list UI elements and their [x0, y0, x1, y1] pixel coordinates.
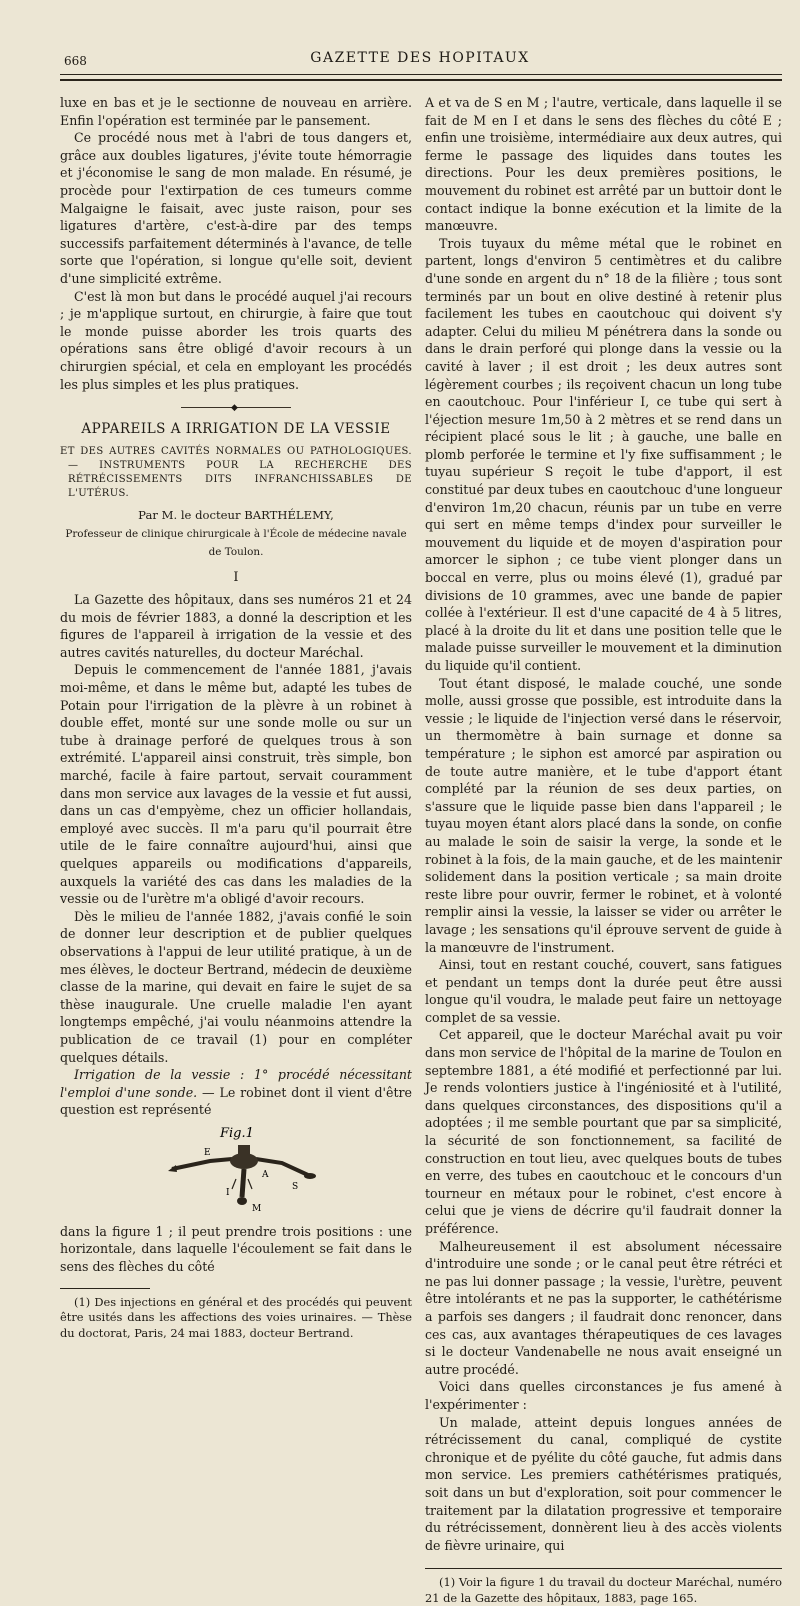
arrow-icon	[168, 1165, 177, 1172]
paragraph	[60, 1066, 412, 1119]
label-s: S	[292, 1181, 299, 1192]
separator-ornament: ◆	[231, 403, 238, 414]
page-header	[60, 48, 780, 70]
paragraph: La Gazette des hôpitaux, dans ses numéros 21 et 24 du mois de février 1883, a donné la description et les figures de l'appareil à irrigation de la vessie et des autres cavités naturelles, du docteur Maréchal.	[60, 592, 412, 660]
article-title: APPAREILS A IRRIGATION DE LA VESSIE	[81, 421, 391, 438]
footnote: (1) Des injections en général et des procédés qui peuvent être usités dans les affections des voies urinaires. — Thèse du doctorat, Paris, 24 mai 1883, docteur Bertrand.	[60, 1294, 412, 1340]
header-rule	[60, 74, 782, 75]
paragraph: Depuis le commencement de l'année 1881, j'avais moi-même, et dans le même but, adapté les tubes de Potain pour l'irrigation de la plèvre à un robinet à double effet, monté sur une sonde molle ou sur un tube à drainage perforé de quelques trous à son extrémité. L'appareil ainsi construit, très simple, bon marché, facile à faire partout, servait couramment dans mon service aux lavages de la vessie et fut aussi, dans un cas d'empyème, chez un officier hollandais, employé avec succès. Il m'a paru qu'il pourrait être utile de le faire connaître aujourd'hui, ainsi que quelques appareils ou modifications d'appareils, auxquels la variété des cas dans les maladies de la vessie ou de l'urètre m'a obligé d'avoir recours.	[60, 662, 412, 907]
footnote: (1) Voir la figure 1 du travail du docteur Maréchal, numéro 21 de la Gazette des hôpitaux, 1883, page 165.	[425, 1575, 782, 1605]
header-rule-thick	[60, 79, 782, 81]
paragraph: Malheureusement il est absolument nécessaire d'introduire une sonde ; or le canal peut être rétréci et ne pas lui donner passage ; la vessie, l'urètre, peuvent être intolérants et ne pas la supporter, le cathétérisme a parfois ses dangers ; il faudrait donc renoncer, dans ces cas, aux avantages thérapeutiques de ces lavages si le docteur Vandenabelle ne nous avait enseigné un autre procédé.	[425, 1238, 782, 1377]
paragraph: C'est là mon but dans le procédé auquel j'ai recours ; je m'applique surtout, en chirurgie, à faire que tout le monde puisse aborder les trois quarts des opérations sans être obligé d'avoir recours à un chirurgien spécial, et cela en employant les procédés les plus simples et les plus pratiques.	[60, 288, 412, 392]
tube-e	[172, 1159, 232, 1169]
paragraph: Cet appareil, que le docteur Maréchal avait pu voir dans mon service de l'hôpital de la marine de Toulon en septembre 1881, a été modifié et perfectionné par lui. Je rends volontiers justice à l'ingéniosité et à l'utilité, dans quelques circonstances, des dispositions qu'il a adoptées ; il me semble pourtant que par sa simplicité, la sécurité de son fonctionnement, sa facilité de construction en tout lieu, avec quelques bouts de tubes en verre, des tubes en caoutchouc et le concours d'un tourneur en métaux pour le robinet, c'est encore à celui que je viens de décrire qu'il faudrait donner la préférence.	[425, 1027, 782, 1236]
label-a: A	[262, 1169, 269, 1180]
article-author: Par M. le docteur BARTHÉLEMY,	[138, 507, 334, 522]
left-column	[60, 94, 412, 1341]
section-separator	[181, 403, 291, 413]
paragraph: A et va de S en M ; l'autre, verticale, dans laquelle il se fait de M en I et dans le sens des flèches du côté E ; enfin une troisième, intermédiaire aux deux autres, qui ferme le passage des liquides dans toutes les directions. Pour les deux premières positions, le mouvement du robinet est arrêté par un buttoir dont le contact indique la bonne exécution et la limite de la manœuvre.	[425, 95, 782, 234]
article-subtitle: ET DES AUTRES CAVITÉS NORMALES OU PATHOLOGIQUES. — INSTRUMENTS POUR LA RECHERCHE DES RÉTRÉCISSEMENTS DITS INFRANCHISSABLES DE L'UTÉRUS.	[60, 445, 412, 499]
stopcock-handle	[238, 1145, 250, 1155]
tube-m-tip	[237, 1197, 247, 1205]
paragraph: Ce procédé nous met à l'abri de tous dangers et, grâce aux doubles ligatures, j'évite toute hémorragie et j'économise le sang de mon malade. En résumé, je procède pour l'extirpation de ces tumeurs comme Malgaigne le faisait, avec juste raison, pour ses ligatures d'artère, c'est-à-dire par des temps successifs parfaitement déterminés à l'avance, de telle sorte que l'opération, si longue qu'elle soit, devient d'une simplicité extrême.	[60, 130, 412, 286]
paragraph: Tout étant disposé, le malade couché, une sonde molle, aussi grosse que possible, est introduite dans la vessie ; le liquide de l'injection versé dans le réservoir, un thermomètre à bain surnage et donne sa température ; le siphon est amorcé par aspiration ou de toute autre manière, et le tube d'apport étant complété par la réunion de ses deux parties, on s'assure que le liquide passe bien dans l'appareil ; le tuyau moyen étant alors placé dans la sonde, on confie au malade le soin de saisir la verge, la sonde et le robinet à la fois, de la main gauche, et de les maintenir solidement dans la position verticale ; sa main droite reste libre pour ouvrir, fermer le robinet, et à volonté remplir ainsi la vessie, la laisser se vider ou arrêter le lavage ; les sensations qu'il éprouve servent de guide à la manœuvre de l'instrument.	[425, 675, 782, 955]
paragraph: Dès le milieu de l'année 1882, j'avais confié le soin de donner leur description et de publier quelques observations à l'appui de leur utilité pratique, à un de mes élèves, le docteur Bertrand, médecin de deuxième classe de la marine, qui devait en faire le sujet de sa thèse inaugurale. Une cruelle maladie l'en ayant longtemps empêché, j'ai voulu néanmoins attendre la publication de ce travail (1) pour en compléter quelques détails.	[60, 908, 412, 1065]
stopcock-illustration	[60, 1123, 412, 1221]
paragraph: Un malade, atteint depuis longues années de rétrécissement du canal, compliqué de cystite chronique et de pyélite du côté gauche, fut admis dans mon service. Les premiers cathétérismes pratiqués, soit dans un but d'exploration, soit pour commencer le traitement par la dilatation progressive et temporaire du rétrécissement, donnèrent lieu à des accès violents de fièvre urinaire, qui	[425, 1414, 782, 1553]
section-number: I	[233, 570, 239, 586]
paragraph-text: — Le robinet dont il vient d'être question est représenté	[60, 1084, 413, 1118]
journal-title: GAZETTE DES HOPITAUX	[310, 50, 530, 66]
figure-caption: Fig.1	[220, 1125, 254, 1141]
stopcock-body	[230, 1153, 258, 1169]
paragraph: Ainsi, tout en restant couché, couvert, sans fatigues et pendant un temps dont la durée peut être aussi longue qu'il voudra, le malade peut faire un nettoyage complet de sa vessie.	[425, 957, 782, 1025]
tube-tip	[304, 1173, 316, 1179]
paragraph: Trois tuyaux du même métal que le robinet en partent, longs d'environ 5 centimètres et du calibre d'une sonde en argent du n° 18 de la filière ; tous sont terminés par un bout en olive destiné à retenir plus facilement les tubes en caoutchouc qui doivent s'y adapter. Celui du milieu M pénétrera dans la sonde ou dans le drain perforé qui plonge dans la vessie ou la cavité à laver ; il est droit ; les deux autres sont légèrement courbes ; ils reçoivent chacun un long tube en caoutchouc. Pour l'inférieur I, ce tube qui sert à l'éjection mesure 1m,50 à 2 mètres et se rend dans un récipient placé sous le lit ; à gauche, une balle en plomb perforée le termine et l'y fixe suffisamment ; le tuyau supérieur S reçoit le tube d'apport, il est constitué par deux tubes en caoutchouc d'une longueur d'environ 1m,20 chacun, réunis par un tube en verre qui sert en même temps d'index pour surveiller le mouvement du liquide et de moyen d'aspiration pour amorcer le siphon ; ce tube vient plonger dans un boccal en verre, plus ou moins élevé (1), gradué par divisions de 10 grammes, avec une bande de papier collée à l'extérieur. Il est d'une capacité de 4 à 5 litres, placé à la droite du lit et dans une position telle que le malade puisse surveiller le mouvement et la diminution du liquide qu'il contient.	[425, 235, 782, 673]
subsection-heading: Irrigation de la vessie : 1° procédé nécessitant l'emploi d'une sonde.	[60, 1067, 412, 1100]
paragraph: dans la figure 1 ; il peut prendre trois positions : une horizontale, dans laquelle l'écoulement se fait dans le sens des flèches du côté	[60, 1223, 412, 1275]
footnote-rule	[425, 1568, 782, 1569]
label-m: M	[252, 1203, 262, 1214]
footnote-rule	[60, 1288, 150, 1289]
paragraph: Voici dans quelles circonstances je fus amené à l'expérimenter :	[425, 1379, 782, 1412]
right-column	[425, 94, 782, 1606]
tube-m	[242, 1169, 244, 1197]
paragraph: luxe en bas et je le sectionne de nouveau en arrière. Enfin l'opération est terminée par le pansement.	[60, 95, 412, 128]
figure-1	[60, 1123, 412, 1221]
label-i: I	[226, 1187, 230, 1198]
author-role: Professeur de clinique chirurgicale à l'École de médecine navale de Toulon.	[65, 528, 407, 558]
label-e: E	[204, 1147, 211, 1158]
page-number: 668	[64, 54, 87, 68]
